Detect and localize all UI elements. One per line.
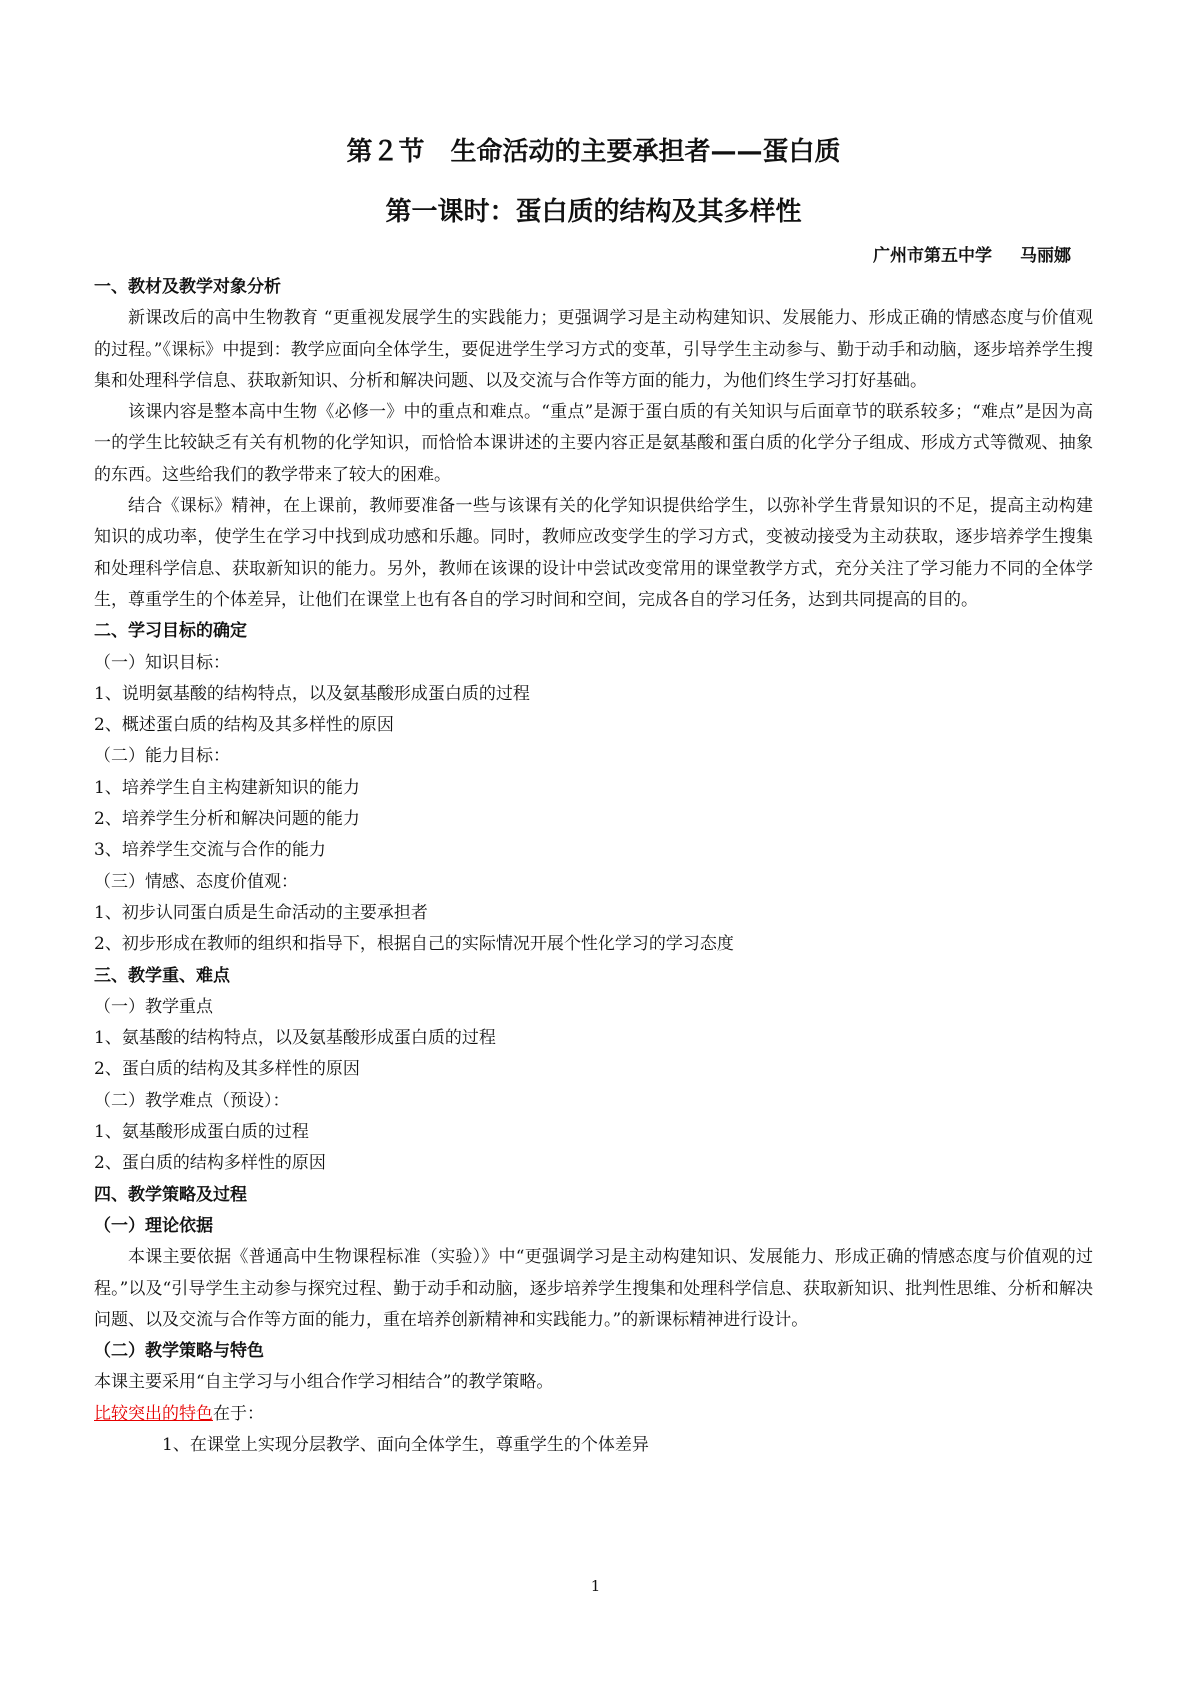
highlight-tail: 在于： — [213, 1403, 264, 1424]
author-name: 马丽娜 — [1020, 246, 1071, 266]
paragraph: 本课主要采用“自主学习与小组合作学习相结合”的教学策略。 — [94, 1372, 554, 1393]
subsection-title: （一）知识目标： — [94, 652, 230, 673]
subsection-title: （二）教学策略与特色 — [94, 1341, 264, 1362]
paragraph: 本课主要依据《普通高中生物课程标准（实验）》中“更强调学习是主动构建知识、发展能力、形成正确的情感态度与价值观的过程。”以及“引导学生主动参与探究过程、勤于动手和动脑，逐步培养学生搜集和处理科学信息、获取新知识、批判性思维、分析和解决问题、以及交流与合作等方面的能力，重在培养创新精神和实践能力。”的新课标精神进行设计。 — [94, 1247, 1093, 1330]
list-item: 2、初步形成在教师的组织和指导下，根据自己的实际情况开展个性化学习的学习态度 — [94, 934, 734, 955]
section-heading-2: 二、学习目标的确定 — [94, 621, 247, 642]
list-item: 2、蛋白质的结构多样性的原因 — [94, 1153, 326, 1174]
list-item: 1、初步认同蛋白质是生命活动的主要承担者 — [94, 902, 428, 923]
list-item: 1、说明氨基酸的结构特点，以及氨基酸形成蛋白质的过程 — [94, 683, 530, 704]
subsection-title: （一）教学重点 — [94, 996, 213, 1017]
highlighted-phrase: 比较突出的特色 — [94, 1403, 213, 1424]
paragraph: 结合《课标》精神，在上课前，教师要准备一些与该课有关的化学知识提供给学生，以弥补学生背景知识的不足，提高主动构建知识的成功率，使学生在学习中找到成功感和乐趣。同时，教师应改变学生的学习方式，变被动接受为主动获取，逐步培养学生搜集和处理科学信息、获取新知识的能力。另外，教师在该课的设计中尝试改变常用的课堂教学方式，充分关注了学习能力不同的全体学生，尊重学生的个体差异，让他们在课堂上也有各自的学习时间和空间，完成各自的学习任务，达到共同提高的目的。 — [94, 496, 1093, 610]
subsection-title: （一）理论依据 — [94, 1215, 213, 1236]
author-school: 广州市第五中学 — [873, 246, 992, 266]
list-item: 2、培养学生分析和解决问题的能力 — [94, 809, 360, 830]
subsection-title: （三）情感、态度价值观： — [94, 871, 298, 892]
page-number: 1 — [590, 1577, 601, 1595]
list-item: 1、氨基酸形成蛋白质的过程 — [94, 1122, 309, 1143]
list-item: 1、在课堂上实现分层教学、面向全体学生，尊重学生的个体差异 — [162, 1434, 649, 1455]
author-line — [94, 244, 1093, 268]
section-heading-3: 三、教学重、难点 — [94, 965, 230, 986]
list-item: 3、培养学生交流与合作的能力 — [94, 840, 326, 861]
paragraph: 该课内容是整本高中生物《必修一》中的重点和难点。“重点”是源于蛋白质的有关知识与后面章节的联系较多；“难点”是因为高一的学生比较缺乏有关有机物的化学知识，而恰恰本课讲述的主要内容正是氨基酸和蛋白质的化学分子组成、形成方式等微观、抽象的东西。这些给我们的教学带来了较大的困难。 — [94, 402, 1093, 485]
document-subtitle: 第一课时：蛋白质的结构及其多样性 — [385, 197, 802, 227]
subsection-title: （二）教学难点（预设）： — [94, 1090, 290, 1111]
section-heading-4: 四、教学策略及过程 — [94, 1184, 247, 1205]
document-title: 第２节 生命活动的主要承担者——蛋白质 — [346, 137, 841, 167]
section-heading-1: 一、教材及教学对象分析 — [94, 277, 281, 297]
list-item: 1、氨基酸的结构特点，以及氨基酸形成蛋白质的过程 — [94, 1028, 496, 1049]
paragraph: 新课改后的高中生物教育 “更重视发展学生的实践能力；更强调学习是主动构建知识、发展能力、形成正确的情感态度与价值观的过程。”《课标》中提到：教学应面向全体学生，要促进学生学习方式的变革，引导学生主动参与、勤于动手和动脑，逐步培养学生搜集和处理科学信息、获取新知识、分析和解决问题、以及交流与合作等方面的能力，为他们终生学习打好基础。 — [94, 308, 1093, 391]
list-item: 2、概述蛋白质的结构及其多样性的原因 — [94, 715, 394, 736]
list-item: 2、蛋白质的结构及其多样性的原因 — [94, 1059, 360, 1080]
highlight-line — [94, 1399, 1093, 1430]
subsection-title: （二）能力目标： — [94, 746, 230, 767]
document-body — [94, 272, 1093, 1461]
list-item: 1、培养学生自主构建新知识的能力 — [94, 777, 360, 798]
